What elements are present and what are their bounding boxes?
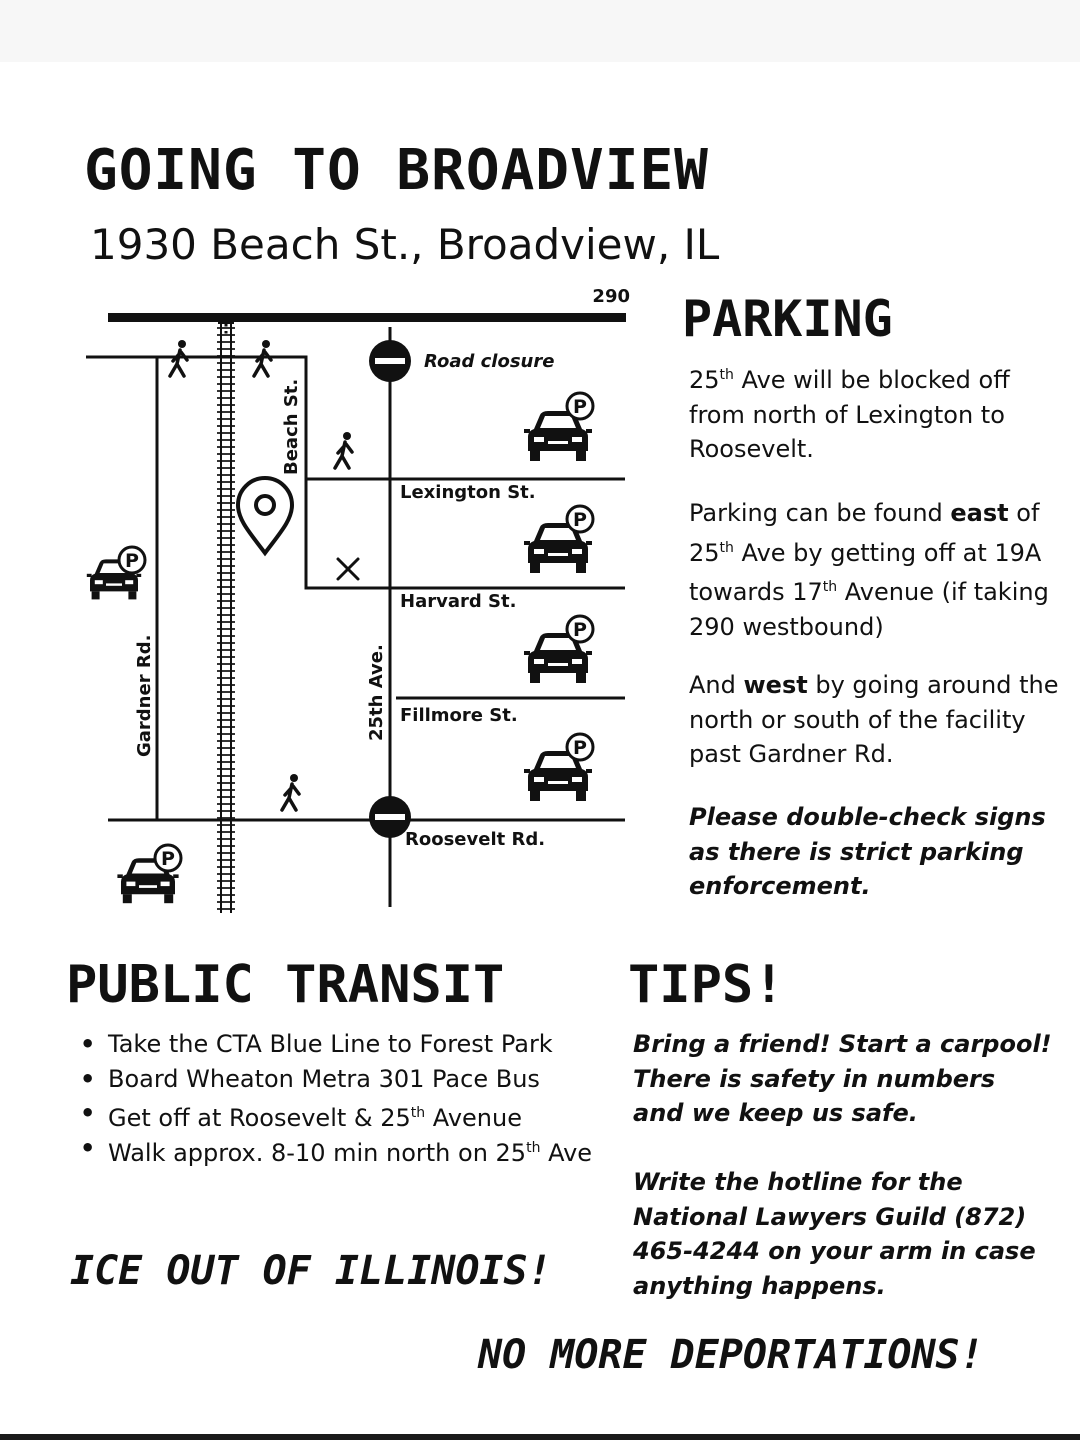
superscript: th — [526, 1139, 541, 1156]
top-bar — [0, 0, 1080, 62]
highway-290-road — [108, 313, 626, 322]
text: Avenue (if taking 290 westbound) — [689, 578, 1049, 641]
slogan-ice-out: ICE OUT OF ILLINOIS! — [70, 1248, 552, 1294]
list-item — [80, 1096, 592, 1131]
text: Board Wheaton Metra 301 Pace Bus — [108, 1064, 540, 1093]
text: Avenue — [425, 1104, 522, 1132]
pedestrian-icon — [335, 432, 352, 468]
parking-paragraph-closure — [689, 358, 1059, 467]
no-entry-icon — [369, 340, 411, 382]
street-label-harvard: Harvard St. — [400, 591, 517, 612]
bottom-bar — [0, 1434, 1080, 1440]
street-label-lexington: Lexington St. — [400, 482, 536, 503]
street-label-roosevelt: Roosevelt Rd. — [405, 829, 546, 850]
bullet: • — [80, 1133, 96, 1162]
superscript: th — [822, 579, 838, 595]
street-label-25th-ave: 25th Ave. — [366, 644, 387, 741]
location-pin-icon — [238, 478, 292, 553]
tips-heading: TIPS! — [628, 955, 785, 1015]
text: 25 — [689, 366, 720, 394]
superscript: th — [719, 367, 734, 383]
text: Ave by getting off at 19A towards 17 — [689, 538, 1042, 606]
list-item — [80, 1131, 592, 1166]
parking-icon — [567, 393, 593, 419]
highway-label: 290 — [592, 286, 630, 307]
emphasis: west — [743, 671, 808, 699]
text: Walk approx. 8-10 min north on 25 — [108, 1138, 527, 1167]
bullet: • — [80, 1030, 96, 1058]
emphasis: east — [950, 499, 1009, 527]
bullet: • — [80, 1064, 96, 1093]
address: 1930 Beach St., Broadview, IL — [90, 220, 720, 269]
street-label-beach: Beach St. — [281, 378, 302, 475]
text: by going around the north or south of the facility past Gardner Rd. — [689, 671, 1059, 768]
public-transit-heading: PUBLIC TRANSIT — [66, 955, 505, 1015]
parking-icon — [567, 506, 593, 532]
parking-icon — [567, 734, 593, 760]
parking-paragraph-west — [689, 668, 1059, 772]
text: Ave will be blocked off from north of Lexington to Roosevelt. — [689, 366, 1010, 463]
text: of 25 — [689, 499, 1040, 567]
street-label-gardner: Gardner Rd. — [134, 634, 155, 757]
page-title: GOING TO BROADVIEW — [84, 138, 709, 203]
parking-icon — [119, 547, 145, 573]
text: Parking can be found — [689, 499, 951, 527]
text: And — [689, 671, 744, 699]
bullet: • — [80, 1099, 96, 1127]
pedestrian-icon — [282, 774, 299, 810]
parking-warning: Please double-check signs as there is strict parking enforcement. — [689, 803, 1046, 900]
superscript: th — [719, 539, 734, 556]
parking-icon — [155, 845, 181, 871]
area-map: P 290 Road closure Lexington St. Harvard St. Fillmore St. Roosevelt Rd. Beach St. Gardner Rd. 25th Ave. — [70, 275, 670, 935]
list-item — [80, 1062, 592, 1097]
x-mark-icon — [338, 559, 358, 579]
railroad-track — [218, 317, 234, 913]
text: Get off at Roosevelt & 25 — [108, 1104, 411, 1132]
parking-paragraph-east — [689, 496, 1069, 644]
parking-heading: PARKING — [682, 290, 893, 348]
list-item — [80, 1027, 592, 1062]
slogan-no-more-deportations: NO MORE DEPORTATIONS! — [478, 1332, 984, 1378]
text: Ave — [540, 1138, 593, 1167]
transit-steps-list — [80, 1027, 592, 1165]
road-closure-label: Road closure — [424, 351, 555, 372]
street-label-fillmore: Fillmore St. — [400, 705, 518, 726]
text: Take the CTA Blue Line to Forest Park — [108, 1030, 553, 1058]
tip-carpool: Bring a friend! Start a carpool! There is safety in numbers and we keep us safe. — [633, 1030, 1052, 1127]
parking-icon — [567, 616, 593, 642]
tip-hotline: Write the hotline for the National Lawyers Guild (872) 465-4244 on your arm in case anything happens. — [633, 1168, 1036, 1300]
superscript: th — [410, 1105, 426, 1121]
